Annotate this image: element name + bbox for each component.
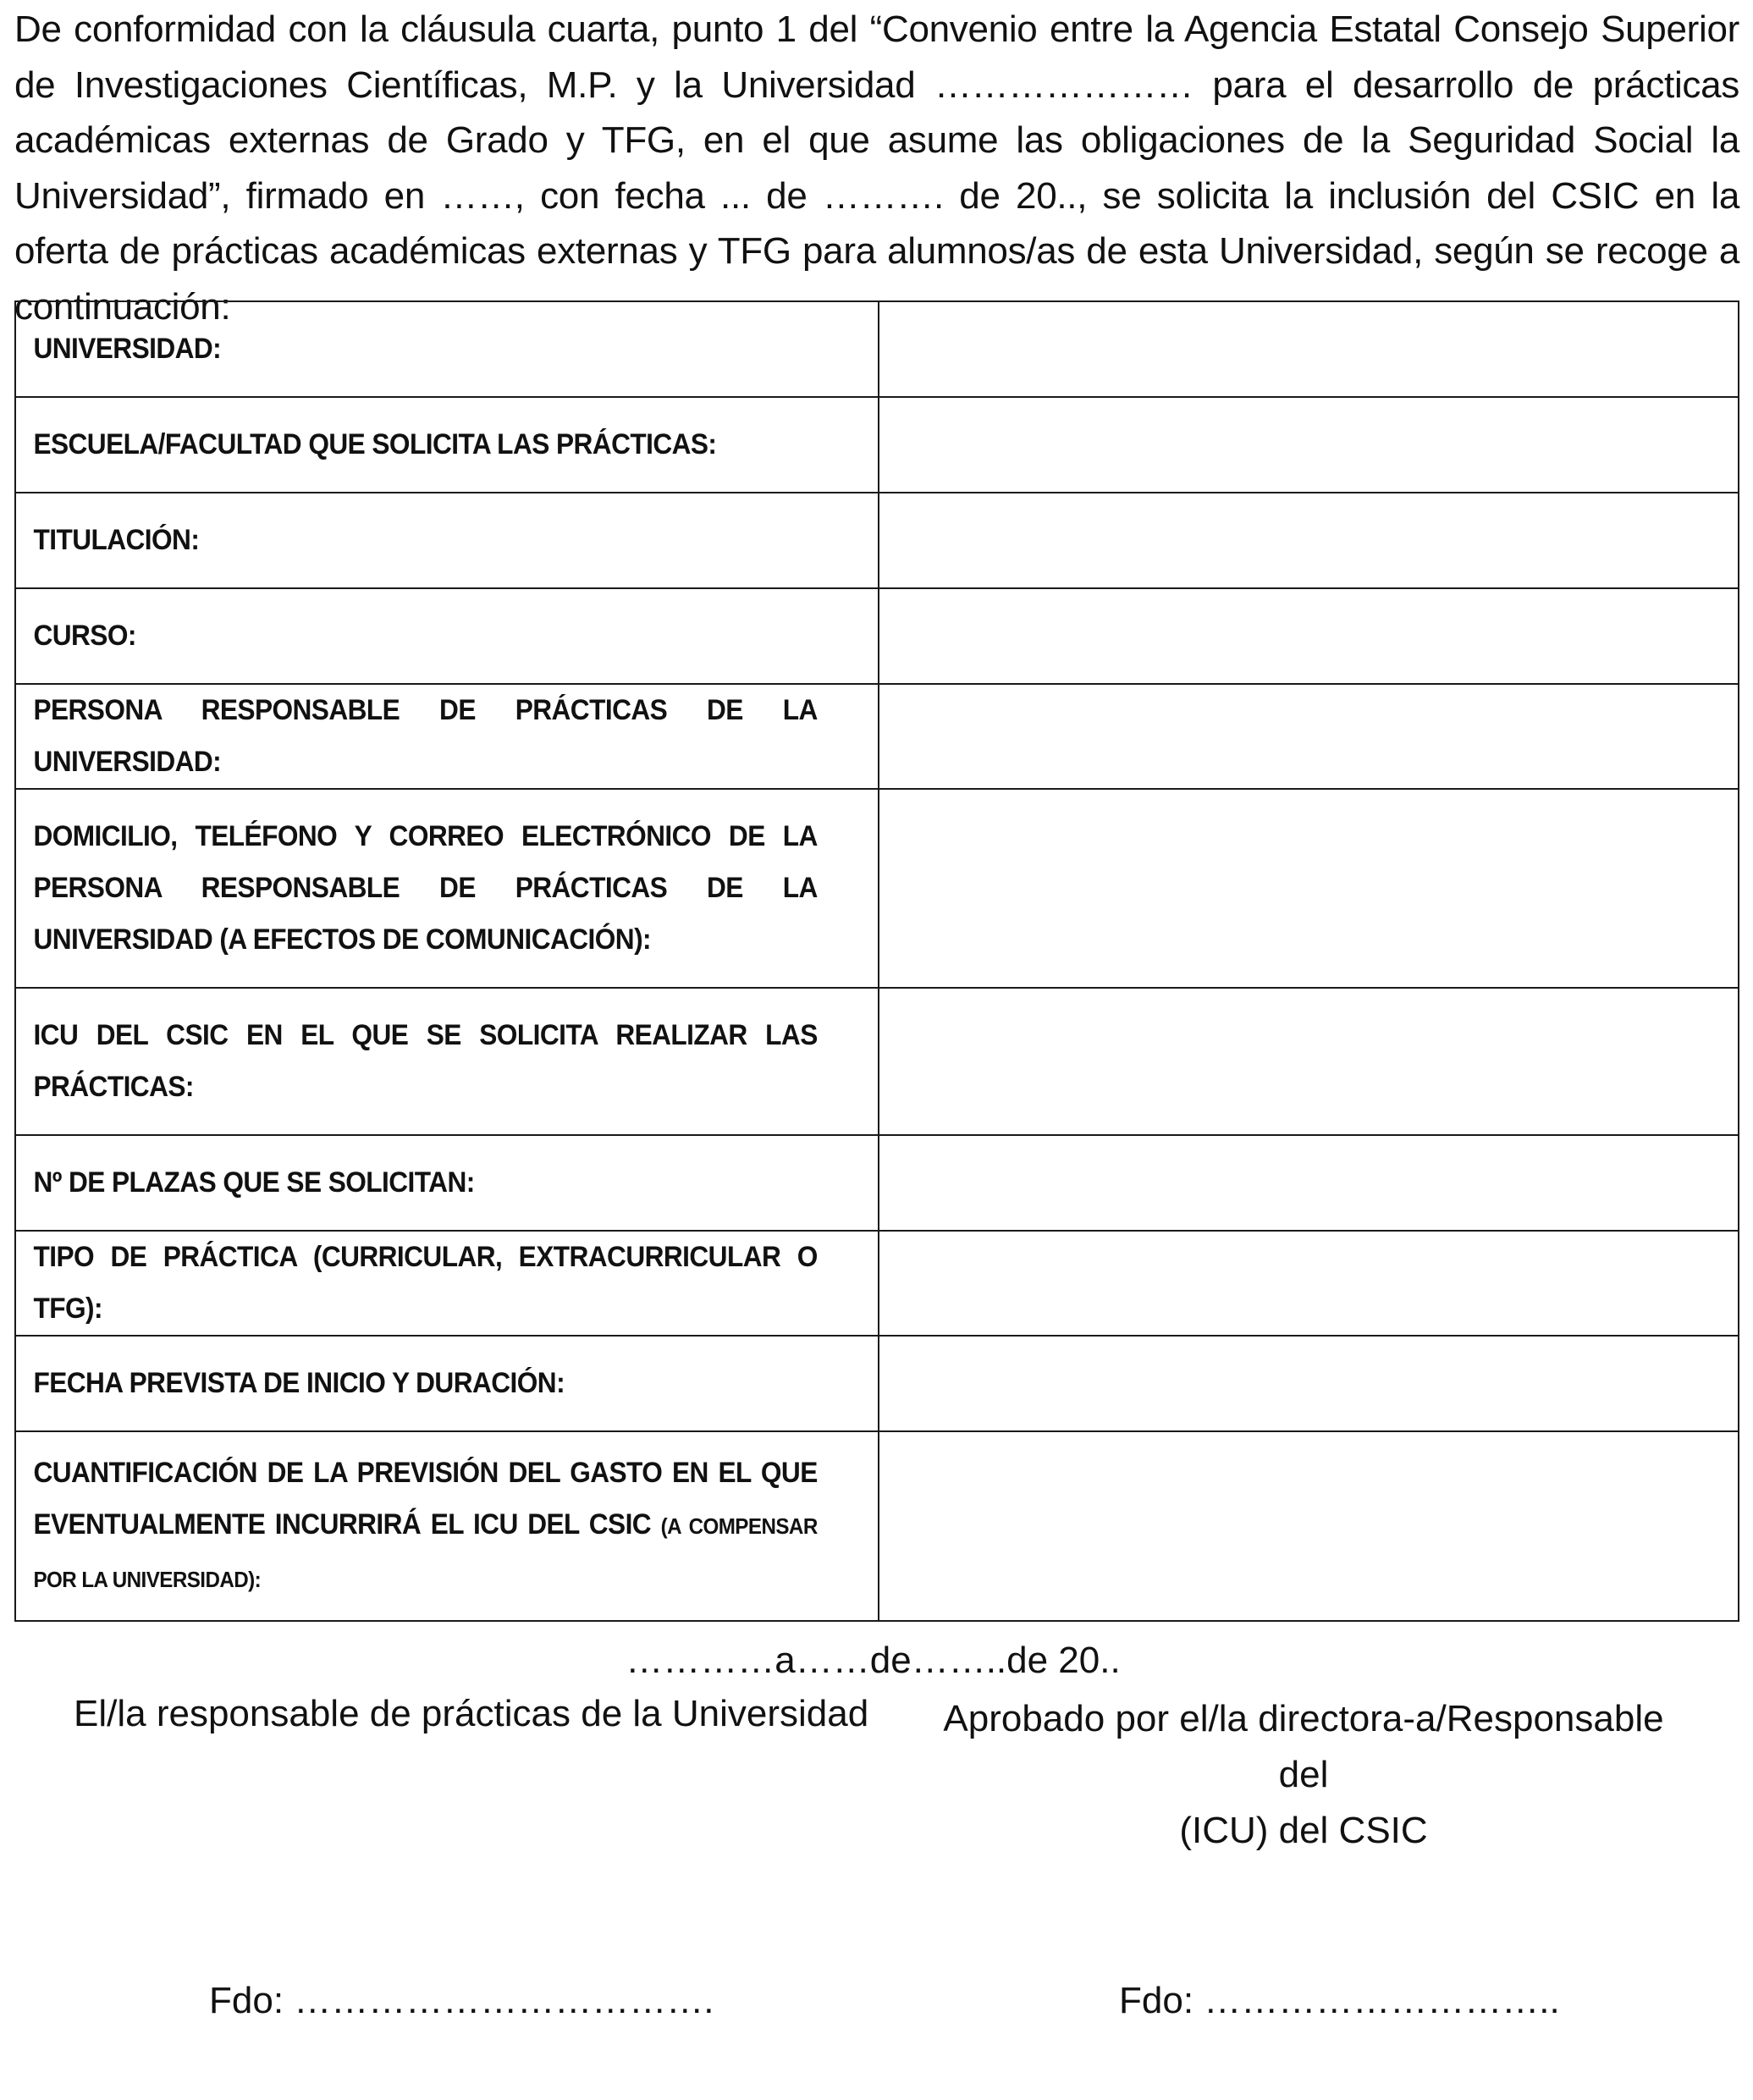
table-row [15,397,1739,493]
intro-paragraph: De conformidad con la cláusula cuarta, punto 1 del “Convenio entre la Agencia Estatal Consejo Superior de Investigaciones Científicas, M.P. y la Universidad ………………… para el desarrollo de prácticas académicas externas de Grado y TFG, en el que asume las obligaciones de la Seguridad Social la Universidad”, firmado en ……, con fecha ... de ………. de 20.., se solicita la inclusión del CSIC en la oferta de prácticas académicas externas y TFG para alumnos/as de esta Universidad, según se recoge a continuación: [14,8,1739,328]
table-row [15,789,1739,988]
field-value-icu[interactable] [879,988,1739,1135]
request-form-table [14,300,1739,1622]
field-label-plazas: Nº DE PLAZAS QUE SE SOLICITAN: [33,1166,475,1199]
table-row [15,1231,1739,1336]
left-signature-field: Fdo: ……………………………. [209,1980,714,2021]
row-label-cell [15,684,879,789]
table-row [15,1336,1739,1431]
table-row [15,588,1739,684]
table-row [15,988,1739,1135]
field-value-tipo[interactable] [879,1231,1739,1336]
row-label-cell [15,1135,879,1231]
field-label-responsable: PERSONA RESPONSABLE DE PRÁCTICAS DE LA UNIVERSIDAD: [33,694,818,778]
row-label-cell [15,301,879,397]
table-row [15,301,1739,397]
field-value-escuela[interactable] [879,397,1739,493]
left-signer-title: El/la responsable de prácticas de la Universidad [74,1693,869,1734]
right-signer-line-1: Aprobado por el/la directora-a/Responsable del [943,1698,1664,1795]
field-label-domicilio: DOMICILIO, TELÉFONO Y CORREO ELECTRÓNICO DE LA PERSONA RESPONSABLE DE PRÁCTICAS DE LA UNIVERSIDAD (A EFECTOS DE COMUNICACIÓN): [33,820,818,956]
field-label-fecha: FECHA PREVISTA DE INICIO Y DURACIÓN: [33,1367,565,1399]
field-label-escuela: ESCUELA/FACULTAD QUE SOLICITA LAS PRÁCTICAS: [33,428,717,460]
field-label-icu: ICU DEL CSIC EN EL QUE SE SOLICITA REALIZAR LAS PRÁCTICAS: [33,1019,818,1103]
row-label-cell [15,397,879,493]
table-row [15,1135,1739,1231]
intro-text [14,2,1739,334]
table-row [15,684,1739,789]
field-label-cuantificacion [16,1447,835,1606]
row-label-cell [15,493,879,588]
field-value-responsable[interactable] [879,684,1739,789]
field-label-universidad: UNIVERSIDAD: [33,333,222,365]
field-value-fecha[interactable] [879,1336,1739,1431]
field-value-cuantificacion[interactable] [879,1431,1739,1621]
field-value-plazas[interactable] [879,1135,1739,1231]
table-row [15,1431,1739,1621]
row-label-cell [15,1231,879,1336]
field-label-curso: CURSO: [33,620,136,652]
row-label-cell [15,1336,879,1431]
field-value-titulacion[interactable] [879,493,1739,588]
field-label-cuantificacion-main: CUANTIFICACIÓN DE LA PREVISIÓN DEL GASTO EN EL QUE EVENTUALMENTE INCURRIRÁ EL ICU DEL CSIC [33,1456,818,1541]
field-label-titulacion: TITULACIÓN: [33,524,200,556]
place-date-text: …………a……de……..de 20.. [626,1640,1121,1681]
right-signer-title [931,1691,1676,1859]
right-signature-field: Fdo: ……………………….. [1119,1980,1560,2021]
place-date-line [0,1638,1753,1684]
row-label-cell [15,1431,879,1621]
field-value-curso[interactable] [879,588,1739,684]
field-label-tipo: TIPO DE PRÁCTICA (CURRICULAR, EXTRACURRICULAR O TFG): [33,1241,818,1325]
field-label-cuantificacion-note: (A COMPENSAR POR LA UNIVERSIDAD): [33,1513,818,1592]
row-label-cell [15,588,879,684]
table-row [15,493,1739,588]
row-label-cell [15,988,879,1135]
field-value-universidad[interactable] [879,301,1739,397]
row-label-cell [15,789,879,988]
right-signer-line-2: (ICU) del CSIC [1179,1810,1428,1851]
field-value-domicilio[interactable] [879,789,1739,988]
